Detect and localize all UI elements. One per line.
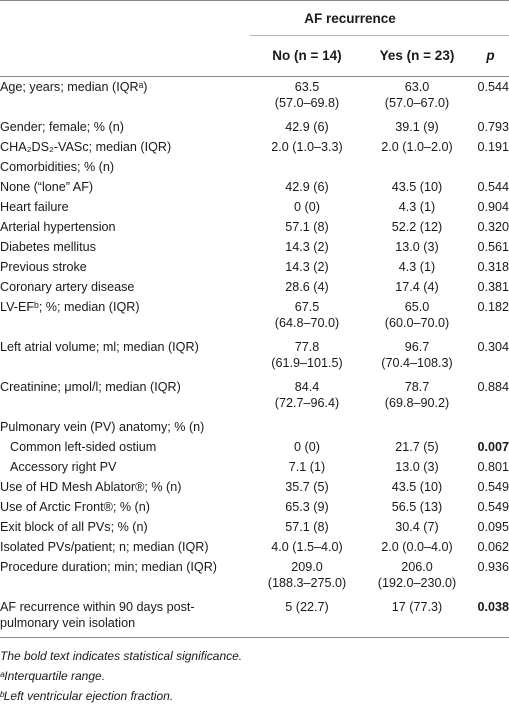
cell-no-line: 84.4: [294, 380, 320, 394]
row-label: Coronary artery disease: [0, 280, 135, 294]
cell-no-line: (57.0–69.8): [274, 96, 340, 110]
cell-yes-line: 96.7: [404, 340, 430, 354]
cell-no-line: 209.0: [291, 560, 323, 574]
cell-no: [252, 299, 362, 331]
cell-yes: [362, 599, 472, 615]
cell-no: [252, 239, 362, 255]
header-group-row: [0, 1, 509, 35]
row-label: AF recurrence within 90 days post- pulmonary vein isolation: [0, 600, 195, 630]
row-label: Common left-sided ostium: [10, 440, 157, 454]
row-label: Left atrial volume; ml; median (IQR): [0, 340, 199, 354]
table-row: [0, 117, 509, 137]
table-row: [0, 177, 509, 197]
cell-yes: [362, 79, 472, 111]
cell-yes-line: 52.2 (12): [391, 220, 443, 234]
cell-p: 0.318: [477, 260, 509, 274]
cell-no-line: 5 (22.7): [285, 600, 329, 614]
cell-no-line: 63.5: [294, 80, 320, 94]
cell-yes-line: (70.4–108.3): [381, 356, 453, 370]
cell-no: [252, 219, 362, 235]
cell-no-line: 57.1 (8): [285, 220, 329, 234]
cell-p: 0.038: [477, 600, 509, 614]
cell-no: [252, 519, 362, 535]
cell-yes: [362, 559, 472, 591]
cell-p: 0.549: [477, 480, 509, 494]
cell-yes-line: 39.1 (9): [395, 120, 439, 134]
header-group-label: AF recurrence: [304, 11, 396, 26]
cell-p: 0.095: [477, 520, 509, 534]
cell-no-line: 67.5: [294, 300, 320, 314]
cell-no-line: (61.9–101.5): [271, 356, 343, 370]
table-row: [0, 297, 509, 337]
table-row: [0, 337, 509, 377]
cell-no-line: 35.7 (5): [285, 480, 329, 494]
table-notes: [0, 648, 509, 708]
cell-no: [252, 179, 362, 195]
cell-p: 0.182: [477, 300, 509, 314]
cell-p: 0.304: [477, 340, 509, 354]
table-row: [0, 417, 509, 437]
cell-yes: [362, 519, 472, 535]
cell-no-line: (72.7–96.4): [274, 396, 340, 410]
cell-yes: [362, 299, 472, 331]
table-row: [0, 537, 509, 557]
cell-yes-line: 2.0 (0.0–4.0): [381, 540, 453, 554]
cell-no: [252, 139, 362, 155]
table-row: [0, 137, 509, 157]
cell-p: 0.904: [477, 200, 509, 214]
cell-p: 0.801: [477, 460, 509, 474]
row-label: Diabetes mellitus: [0, 240, 96, 254]
cell-no: [252, 599, 362, 615]
row-label: Pulmonary vein (PV) anatomy; % (n): [0, 420, 205, 434]
cell-p: 0.561: [477, 240, 509, 254]
table-row: [0, 77, 509, 117]
table-note: ᵃInterquartile range.: [0, 669, 106, 683]
header-col-p: p: [486, 48, 495, 63]
table-row: [0, 497, 509, 517]
cell-no-line: 28.6 (4): [285, 280, 329, 294]
cell-yes: [362, 379, 472, 411]
row-label: Use of Arctic Front®; % (n): [0, 500, 150, 514]
cell-p: 0.936: [477, 560, 509, 574]
cell-yes-line: 21.7 (5): [395, 440, 439, 454]
cell-no: [252, 439, 362, 455]
bottom-rule: [0, 637, 509, 638]
row-label: Procedure duration; min; median (IQR): [0, 560, 217, 574]
table-body: [0, 77, 509, 637]
cell-p: 0.884: [477, 380, 509, 394]
cell-yes-line: (69.8–90.2): [384, 396, 450, 410]
cell-no-line: 77.8: [294, 340, 320, 354]
cell-yes-line: 206.0: [401, 560, 433, 574]
cell-no: [252, 279, 362, 295]
cell-no-line: 4.0 (1.5–4.0): [271, 540, 343, 554]
cell-yes: [362, 239, 472, 255]
cell-no-line: 0 (0): [294, 440, 320, 454]
row-label: Age; years; median (IQRᵃ): [0, 80, 148, 94]
cell-yes: [362, 139, 472, 155]
cell-no: [252, 379, 362, 411]
cell-no: [252, 499, 362, 515]
cell-yes-line: 63.0: [404, 80, 430, 94]
cell-yes-line: 4.3 (1): [398, 260, 436, 274]
cell-no-line: 14.3 (2): [285, 240, 329, 254]
cell-yes-line: 13.0 (3): [395, 460, 439, 474]
table-row: [0, 557, 509, 597]
row-label: Arterial hypertension: [0, 220, 116, 234]
cell-p: 0.549: [477, 500, 509, 514]
table-row: [0, 217, 509, 237]
cell-yes-line: 56.5 (13): [391, 500, 443, 514]
row-label: Previous stroke: [0, 260, 87, 274]
cell-yes-line: (57.0–67.0): [384, 96, 450, 110]
row-label: None (“lone” AF): [0, 180, 94, 194]
cell-no-line: 14.3 (2): [285, 260, 329, 274]
row-label: Comorbidities; % (n): [0, 160, 115, 174]
table-row: [0, 597, 509, 637]
cell-yes-line: 2.0 (1.0–2.0): [381, 140, 453, 154]
table-note: The bold text indicates statistical significance.: [0, 649, 243, 663]
cell-no-line: 57.1 (8): [285, 520, 329, 534]
header-columns-row: [0, 36, 509, 76]
cell-no-line: 42.9 (6): [285, 120, 329, 134]
cell-no-line: 0 (0): [294, 200, 320, 214]
cell-no-line: (188.3–275.0): [267, 576, 347, 590]
table-row: [0, 377, 509, 417]
table-row: [0, 237, 509, 257]
table-row: [0, 197, 509, 217]
cell-yes-line: (60.0–70.0): [384, 316, 450, 330]
cell-yes: [362, 199, 472, 215]
table-row: [0, 457, 509, 477]
row-label: CHA₂DS₂-VASc; median (IQR): [0, 140, 172, 154]
cell-yes: [362, 219, 472, 235]
cell-p: 0.191: [477, 140, 509, 154]
cell-yes: [362, 459, 472, 475]
row-label: Isolated PVs/patient; n; median (IQR): [0, 540, 209, 554]
cell-no: [252, 339, 362, 371]
table-row: [0, 517, 509, 537]
cell-no: [252, 459, 362, 475]
row-label: Accessory right PV: [10, 460, 117, 474]
cell-yes-line: 17.4 (4): [395, 280, 439, 294]
cell-no-line: 7.1 (1): [288, 460, 326, 474]
cell-p: 0.381: [477, 280, 509, 294]
cell-p: 0.320: [477, 220, 509, 234]
cell-no-line: 42.9 (6): [285, 180, 329, 194]
cell-p: 0.544: [477, 80, 509, 94]
cell-yes: [362, 499, 472, 515]
cell-yes-line: 4.3 (1): [398, 200, 436, 214]
cell-no-line: 65.3 (9): [285, 500, 329, 514]
cell-yes: [362, 439, 472, 455]
cell-yes-line: 43.5 (10): [391, 480, 443, 494]
table-row: [0, 277, 509, 297]
table-row: [0, 437, 509, 457]
cell-yes-line: 65.0: [404, 300, 430, 314]
cell-yes-line: 13.0 (3): [395, 240, 439, 254]
cell-p: 0.544: [477, 180, 509, 194]
row-label: Use of HD Mesh Ablator®; % (n): [0, 480, 182, 494]
cell-yes-line: (192.0–230.0): [377, 576, 457, 590]
table-note: ᵇLeft ventricular ejection fraction.: [0, 689, 174, 703]
cell-yes: [362, 119, 472, 135]
cell-no: [252, 119, 362, 135]
cell-no: [252, 539, 362, 555]
cell-p: 0.062: [477, 540, 509, 554]
cell-yes: [362, 259, 472, 275]
cell-yes-line: 78.7: [404, 380, 430, 394]
row-label: Heart failure: [0, 200, 69, 214]
cell-p: 0.007: [477, 440, 509, 454]
cell-yes-line: 30.4 (7): [395, 520, 439, 534]
cell-yes: [362, 479, 472, 495]
cell-no: [252, 479, 362, 495]
cell-yes-line: 43.5 (10): [391, 180, 443, 194]
cell-yes-line: 17 (77.3): [391, 600, 443, 614]
cell-yes: [362, 179, 472, 195]
row-label: LV-EFᵇ; %; median (IQR): [0, 300, 140, 314]
cell-yes: [362, 539, 472, 555]
row-label: Gender; female; % (n): [0, 120, 124, 134]
cell-no: [252, 259, 362, 275]
cell-no: [252, 199, 362, 215]
cell-no: [252, 559, 362, 591]
header-col-no: No (n = 14): [272, 48, 342, 63]
cell-yes: [362, 279, 472, 295]
header-col-yes: Yes (n = 23): [379, 48, 455, 63]
cell-no-line: (64.8–70.0): [274, 316, 340, 330]
cell-no: [252, 79, 362, 111]
row-label: Exit block of all PVs; % (n): [0, 520, 148, 534]
row-label: Creatinine; μmol/l; median (IQR): [0, 380, 181, 394]
table-row: [0, 157, 509, 177]
cell-no-line: 2.0 (1.0–3.3): [271, 140, 343, 154]
cell-yes: [362, 339, 472, 371]
cell-p: 0.793: [477, 120, 509, 134]
table-row: [0, 477, 509, 497]
table-row: [0, 257, 509, 277]
